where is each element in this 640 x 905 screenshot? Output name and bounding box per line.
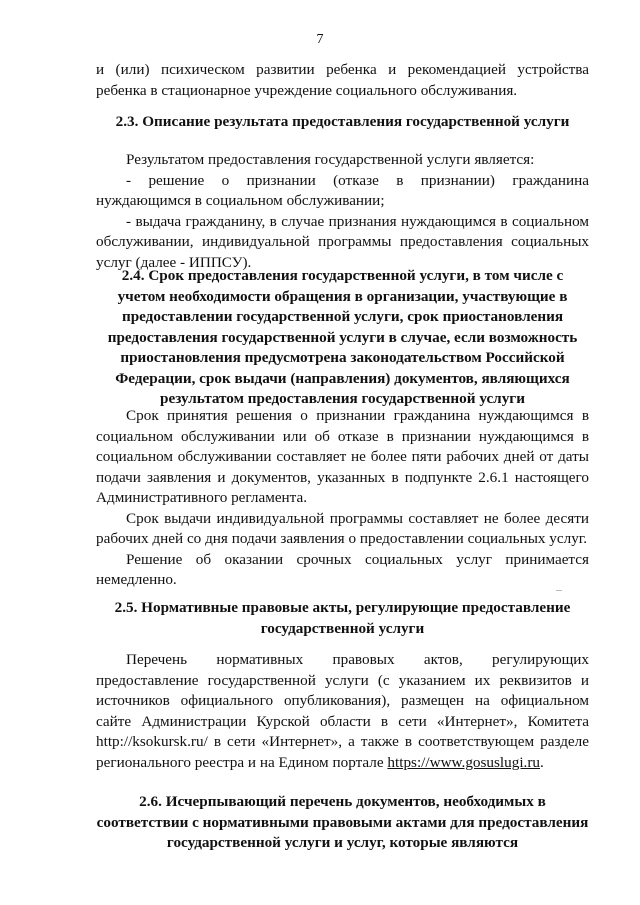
section-2-4-para-1: Срок принятия решения о признании гражданина нуждающимся в социальном обслуживании или об отказе в признании нуждающимся в социальном обслуживании составляет не более пяти рабочих дней от даты подачи заявления и документов, указанных в подпункте 2.6.1 настоящего Административного регламента. [96,407,589,506]
section-2-3-item-1: - решение о признании (отказе в признании) гражданина нуждающимся в социальном обслуживании; [96,171,589,209]
intro-paragraph [96,60,589,101]
intro-text: и (или) психическом развитии ребенка и рекомендацией устройства ребенка в стационарное учреждение социального обслуживания. [96,61,589,99]
section-2-4-para-2: Срок выдачи индивидуальной программы составляет не более десяти рабочих дней со дня подачи заявления о предоставлении социальных услуг. [96,509,589,547]
gosuslugi-link[interactable]: https://www.gosuslugi.ru [387,753,540,771]
section-2-3-lead: Результатом предоставления государственной услуги является: [126,151,535,168]
section-2-5-text-end: . [540,753,544,771]
section-2-4-heading: 2.4. Срок предоставления государственной услуги, в том числе с учетом необходимости обращения в организации, участвующие в предоставлении государственной услуги, срок приостановления предоставления государственной услуги в случае, если возможность приостановления предусмотрена законодательством Российской Федерации, срок выдачи (направления) документов, являющихся результатом предоставления государственной услуги [107,267,578,407]
section-2-3-heading: 2.3. Описание результата предоставления государственной услуги [115,113,570,130]
section-2-4-body [96,406,589,591]
scan-mark [556,590,562,591]
section-2-5-text: Перечень нормативных правовых актов, регулирующих предоставление государственной услуги (с указанием их реквизитов и источников официального опубликования), размещен на официальном сайте Администрации Курской области в сети «Интернет», Комитета http://ksokursk.ru/ в сети «Интернет», а также в соответствующем разделе регионального реестра и на Едином портале [96,651,589,771]
section-2-5-paragraph [96,650,589,773]
section-2-5-body [96,650,589,773]
section-2-5-heading: 2.5. Нормативные правовые акты, регулирующие предоставление государственной услуги [114,599,571,637]
page-number: 7 [316,32,324,47]
section-2-3-item-2: - выдача гражданину, в случае признания нуждающимся в социальном обслуживании, индивидуальной программы предоставления социальных услуг (далее - ИППСУ). [96,212,589,271]
section-2-6-heading: 2.6. Исчерпывающий перечень документов, необходимых в соответствии с нормативными правовыми актами для предоставления государственной услуги и услуг, которые являются [96,793,589,851]
section-2-4-para-3: Решение об оказании срочных социальных услуг принимается немедленно. [96,550,589,588]
section-2-3-body [96,150,589,273]
